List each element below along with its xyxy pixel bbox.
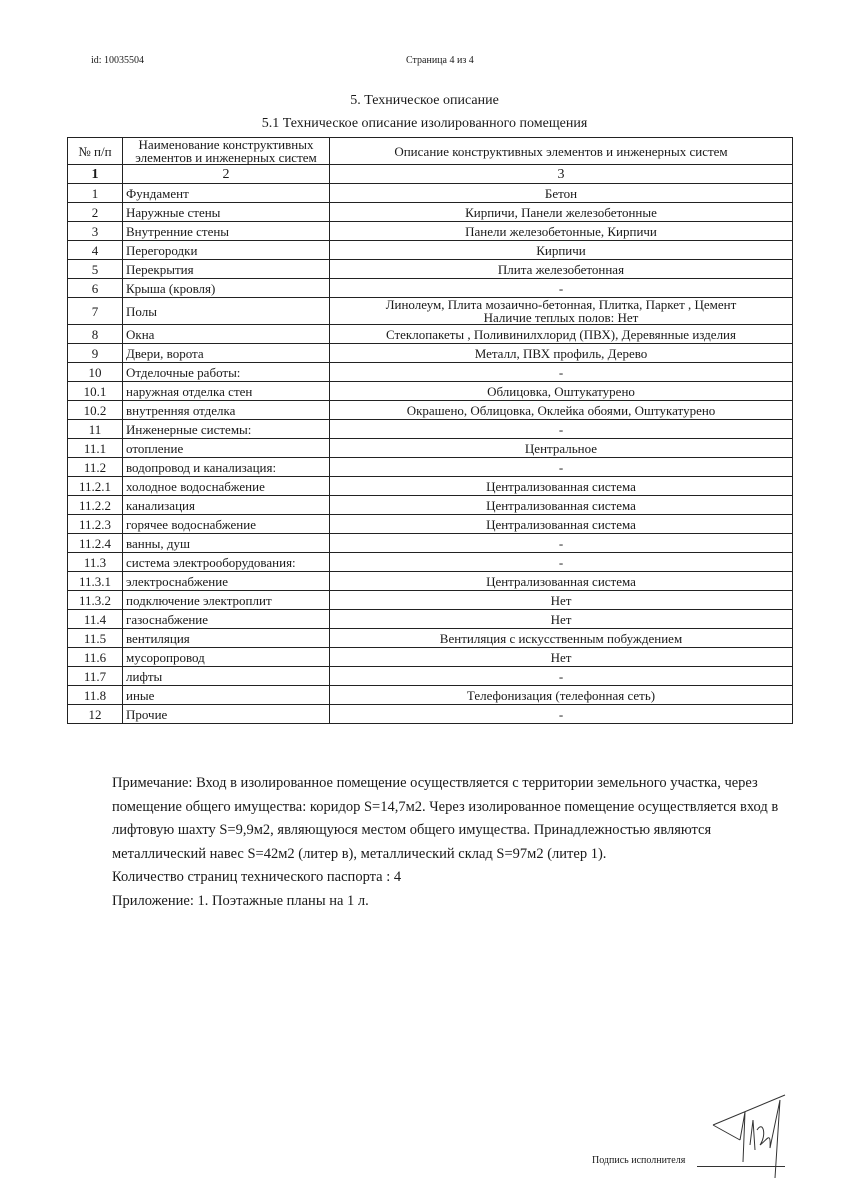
description-line: Вентиляция с искусственным побуждением (439, 630, 683, 646)
row-description (330, 629, 793, 648)
row-description (330, 298, 793, 325)
description-line: Стеклопакеты , Поливинилхлорид (ПВХ), Деревянные изделия (385, 326, 736, 342)
row-element-name: Перегородки (123, 241, 330, 260)
table-row (68, 572, 793, 591)
row-number: 11.3.2 (68, 591, 123, 610)
notes-block (112, 772, 792, 913)
row-number: 11.8 (68, 686, 123, 705)
row-number: 10.1 (68, 382, 123, 401)
row-element-name: Двери, ворота (123, 344, 330, 363)
row-number: 5 (68, 260, 123, 279)
row-element-name: горячее водоснабжение (123, 515, 330, 534)
row-element-name: Внутренние стены (123, 222, 330, 241)
table-row (68, 401, 793, 420)
header-name: Наименование конструктивных элементов и инженерных систем (123, 138, 330, 165)
description-line: Наличие теплых полов: Нет (483, 310, 639, 325)
row-description (330, 439, 793, 458)
table-row (68, 420, 793, 439)
description-line: Бетон (544, 185, 578, 201)
row-description (330, 222, 793, 241)
description-line: Централизованная система (486, 573, 636, 589)
table-row (68, 610, 793, 629)
description-line: Централизованная система (486, 497, 636, 513)
row-number: 11.2.2 (68, 496, 123, 515)
description-line: Централизованная система (486, 516, 636, 532)
subsection-title: 5.1 Техническое описание изолированного помещения (261, 116, 588, 131)
description-line: - (558, 459, 564, 475)
row-number: 3 (68, 222, 123, 241)
row-description (330, 610, 793, 629)
row-number: 11.3 (68, 553, 123, 572)
table-row (68, 203, 793, 222)
row-description (330, 382, 793, 401)
row-description (330, 260, 793, 279)
row-description (330, 496, 793, 515)
table-row (68, 515, 793, 534)
row-element-name: Полы (123, 298, 330, 325)
row-number: 8 (68, 325, 123, 344)
table-row (68, 279, 793, 298)
description-line: Нет (550, 592, 572, 608)
row-number: 11.5 (68, 629, 123, 648)
row-description (330, 686, 793, 705)
row-number: 11.3.1 (68, 572, 123, 591)
table-row (68, 686, 793, 705)
row-number: 10.2 (68, 401, 123, 420)
signature-label: Подпись исполнителя (592, 1155, 686, 1166)
description-line: - (558, 554, 564, 570)
attachment-text: Приложение: 1. Поэтажные планы на 1 л. (112, 892, 369, 909)
description-line: Панели железобетонные, Кирпичи (465, 223, 657, 239)
row-element-name: газоснабжение (123, 610, 330, 629)
table-row (68, 553, 793, 572)
row-number: 11.2 (68, 458, 123, 477)
row-element-name: мусоропровод (123, 648, 330, 667)
row-element-name: водопровод и канализация: (123, 458, 330, 477)
page-count-text: Количество страниц технического паспорта : 4 (112, 869, 402, 885)
description-line: Телефонизация (телефонная сеть) (466, 687, 656, 703)
description-line: Центральное (524, 440, 598, 456)
table-row (68, 591, 793, 610)
description-line: Облицовка, Оштукатурено (487, 383, 635, 399)
description-line: Централизованная система (486, 478, 636, 494)
row-element-name: лифты (123, 667, 330, 686)
table-row (68, 382, 793, 401)
row-description (330, 279, 793, 298)
row-element-name: вентиляция (123, 629, 330, 648)
row-element-name: Фундамент (123, 184, 330, 203)
table-row (68, 439, 793, 458)
row-number: 1 (68, 184, 123, 203)
description-line: - (558, 280, 564, 296)
table-row (68, 222, 793, 241)
row-element-name: Отделочные работы: (123, 363, 330, 382)
row-description (330, 553, 793, 572)
row-element-name: ванны, душ (123, 534, 330, 553)
row-description (330, 705, 793, 724)
technical-description-table (67, 137, 793, 724)
row-description (330, 420, 793, 439)
table-row (68, 705, 793, 724)
row-description (330, 458, 793, 477)
row-element-name: подключение электроплит (123, 591, 330, 610)
table-row (68, 241, 793, 260)
description-line: Линолеум, Плита мозаично-бетонная, Плитка, Паркет , Цемент (385, 297, 737, 312)
row-element-name: наружная отделка стен (123, 382, 330, 401)
row-description (330, 241, 793, 260)
row-description (330, 572, 793, 591)
table-row (68, 363, 793, 382)
row-element-name: Окна (123, 325, 330, 344)
row-number: 4 (68, 241, 123, 260)
row-number: 11.2.4 (68, 534, 123, 553)
row-description (330, 344, 793, 363)
row-element-name: отопление (123, 439, 330, 458)
table-row (68, 629, 793, 648)
row-element-name: иные (123, 686, 330, 705)
row-number: 11.1 (68, 439, 123, 458)
document-id: id: 10035504 (91, 55, 145, 66)
row-description (330, 515, 793, 534)
description-line: - (558, 668, 564, 684)
row-number: 11.4 (68, 610, 123, 629)
table-row (68, 477, 793, 496)
row-element-name: канализация (123, 496, 330, 515)
row-element-name: внутренняя отделка (123, 401, 330, 420)
row-description (330, 184, 793, 203)
table-row (68, 325, 793, 344)
table-row (68, 496, 793, 515)
description-line: Металл, ПВХ профиль, Дерево (474, 345, 648, 361)
row-description (330, 363, 793, 382)
row-element-name: холодное водоснабжение (123, 477, 330, 496)
row-number: 11.2.3 (68, 515, 123, 534)
description-line: - (558, 364, 564, 380)
row-number: 9 (68, 344, 123, 363)
column-number: 2 (123, 165, 330, 184)
row-element-name: Наружные стены (123, 203, 330, 222)
table-row (68, 667, 793, 686)
row-number: 10 (68, 363, 123, 382)
row-number: 11 (68, 420, 123, 439)
table-row (68, 534, 793, 553)
table-row (68, 298, 793, 325)
row-description (330, 648, 793, 667)
row-number: 2 (68, 203, 123, 222)
description-line: Кирпичи (536, 242, 586, 258)
section-title: 5. Техническое описание (350, 93, 499, 108)
table-header-row (68, 138, 793, 165)
row-number: 11.2.1 (68, 477, 123, 496)
signature-mark-icon (705, 1090, 795, 1180)
description-line: - (558, 421, 564, 437)
table-row (68, 344, 793, 363)
row-number: 12 (68, 705, 123, 724)
column-number: 1 (68, 165, 123, 184)
row-number: 6 (68, 279, 123, 298)
description-line: Нет (550, 649, 572, 665)
header-num: № п/п (68, 138, 123, 165)
row-description (330, 591, 793, 610)
row-description (330, 401, 793, 420)
description-line: Окрашено, Облицовка, Оклейка обоями, Оштукатурено (406, 402, 716, 418)
row-number: 7 (68, 298, 123, 325)
page-number: Страница 4 из 4 (406, 55, 474, 66)
remark-text: Примечание: Вход в изолированное помещение осуществляется с территории земельного участка, через помещение общего имущества: коридор S=14,7м2. Через изолированное помещение осуществляется вход в лифтовую шахту S=9,9м2, являющуюся местом общего имущества. Принадлежностью являются металлический навес S=42м2 (литер в), металлический склад S=97м2 (литер 1). (112, 775, 779, 862)
row-element-name: система электрооборудования: (123, 553, 330, 572)
table-row (68, 458, 793, 477)
row-element-name: Прочие (123, 705, 330, 724)
table-row (68, 648, 793, 667)
row-element-name: Инженерные системы: (123, 420, 330, 439)
row-element-name: Крыша (кровля) (123, 279, 330, 298)
table-row (68, 184, 793, 203)
row-number: 11.7 (68, 667, 123, 686)
row-element-name: электроснабжение (123, 572, 330, 591)
description-line: Нет (550, 611, 572, 627)
row-number: 11.6 (68, 648, 123, 667)
row-description (330, 477, 793, 496)
description-line: Кирпичи, Панели железобетонные (465, 204, 657, 220)
description-line: - (558, 535, 564, 551)
column-number: 3 (330, 165, 793, 184)
row-description (330, 667, 793, 686)
row-description (330, 203, 793, 222)
header-desc: Описание конструктивных элементов и инженерных систем (330, 138, 793, 165)
row-description (330, 325, 793, 344)
table-row (68, 260, 793, 279)
column-number-row (68, 165, 793, 184)
row-element-name: Перекрытия (123, 260, 330, 279)
description-line: Плита железобетонная (497, 261, 625, 277)
row-description (330, 534, 793, 553)
description-line: - (558, 706, 564, 722)
